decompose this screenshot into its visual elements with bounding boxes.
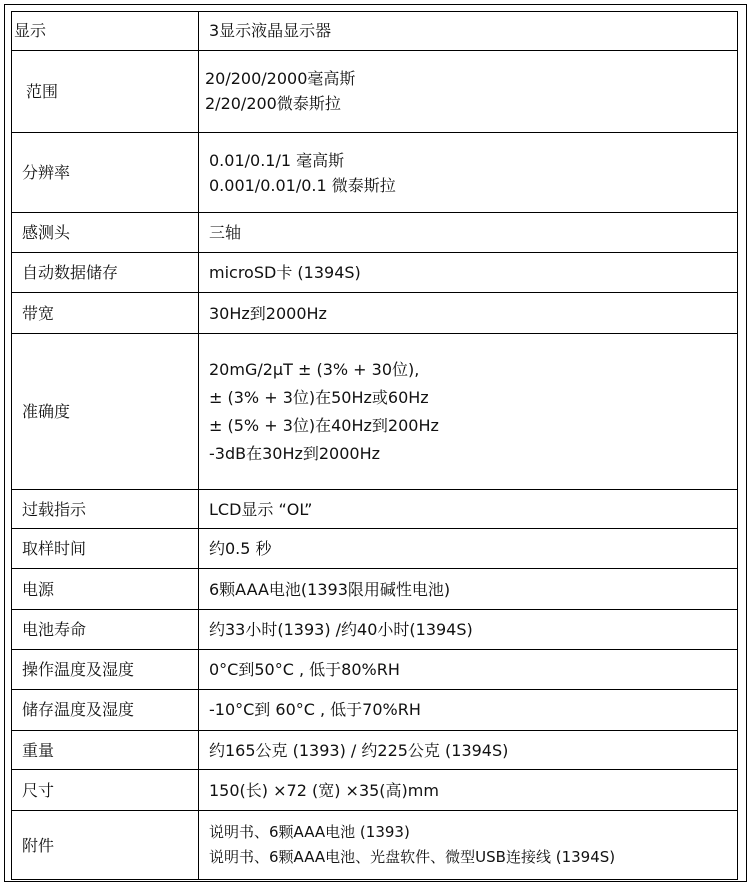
spec-label: 显示 <box>12 12 199 51</box>
spec-value: 0.01/0.1/1 毫高斯 0.001/0.01/0.1 微泰斯拉 <box>199 132 738 213</box>
spec-value: 说明书、6颗AAA电池 (1393) 说明书、6颗AAA电池、光盘软件、微型USB连接线 (1394S) <box>199 811 738 880</box>
spec-value: 约165公克 (1393) / 约225公克 (1394S) <box>199 730 738 770</box>
spec-value: microSD卡 (1394S) <box>199 253 738 293</box>
spec-value: 150(长) ×72 (宽) ×35(高)mm <box>199 770 738 811</box>
table-row <box>12 730 738 770</box>
spec-value: LCD显示 “OL” <box>199 490 738 529</box>
table-row <box>12 770 738 811</box>
spec-value: 6颗AAA电池(1393限用碱性电池) <box>199 569 738 610</box>
table-row <box>12 811 738 880</box>
table-row <box>12 649 738 689</box>
spec-label: 操作温度及湿度 <box>12 649 199 689</box>
spec-table <box>11 11 738 880</box>
spec-label: 范围 <box>12 50 199 132</box>
table-row <box>12 529 738 569</box>
table-row <box>12 12 738 51</box>
spec-label: 自动数据储存 <box>12 253 199 293</box>
spec-label: 取样时间 <box>12 529 199 569</box>
spec-value: 3显示液晶显示器 <box>199 12 738 51</box>
spec-label: 过载指示 <box>12 490 199 529</box>
spec-label: 感测头 <box>12 213 199 253</box>
table-row <box>12 50 738 132</box>
table-row <box>12 610 738 650</box>
table-row <box>12 689 738 730</box>
table-row <box>12 132 738 213</box>
spec-label: 准确度 <box>12 334 199 490</box>
table-row <box>12 490 738 529</box>
spec-value: 20mG/2μT ± (3% + 30位), ± (3% + 3位)在50Hz或60Hz ± (5% + 3位)在40Hz到200Hz -3dB在30Hz到2000Hz <box>199 334 738 490</box>
spec-value: 30Hz到2000Hz <box>199 293 738 334</box>
spec-label: 附件 <box>12 811 199 880</box>
spec-value: 0°C到50°C , 低于80%RH <box>199 649 738 689</box>
spec-label: 电源 <box>12 569 199 610</box>
spec-value: 三轴 <box>199 213 738 253</box>
table-row <box>12 253 738 293</box>
spec-value: -10°C到 60°C , 低于70%RH <box>199 689 738 730</box>
spec-label: 分辨率 <box>12 132 199 213</box>
spec-label: 尺寸 <box>12 770 199 811</box>
table-row <box>12 334 738 490</box>
spec-label: 带宽 <box>12 293 199 334</box>
table-row <box>12 569 738 610</box>
spec-value: 约33小时(1393) /约40小时(1394S) <box>199 610 738 650</box>
spec-value: 约0.5 秒 <box>199 529 738 569</box>
spec-label: 储存温度及湿度 <box>12 689 199 730</box>
spec-label: 电池寿命 <box>12 610 199 650</box>
spec-value: 20/200/2000毫高斯 2/20/200微泰斯拉 <box>199 50 738 132</box>
spec-label: 重量 <box>12 730 199 770</box>
table-row <box>12 293 738 334</box>
table-row <box>12 213 738 253</box>
